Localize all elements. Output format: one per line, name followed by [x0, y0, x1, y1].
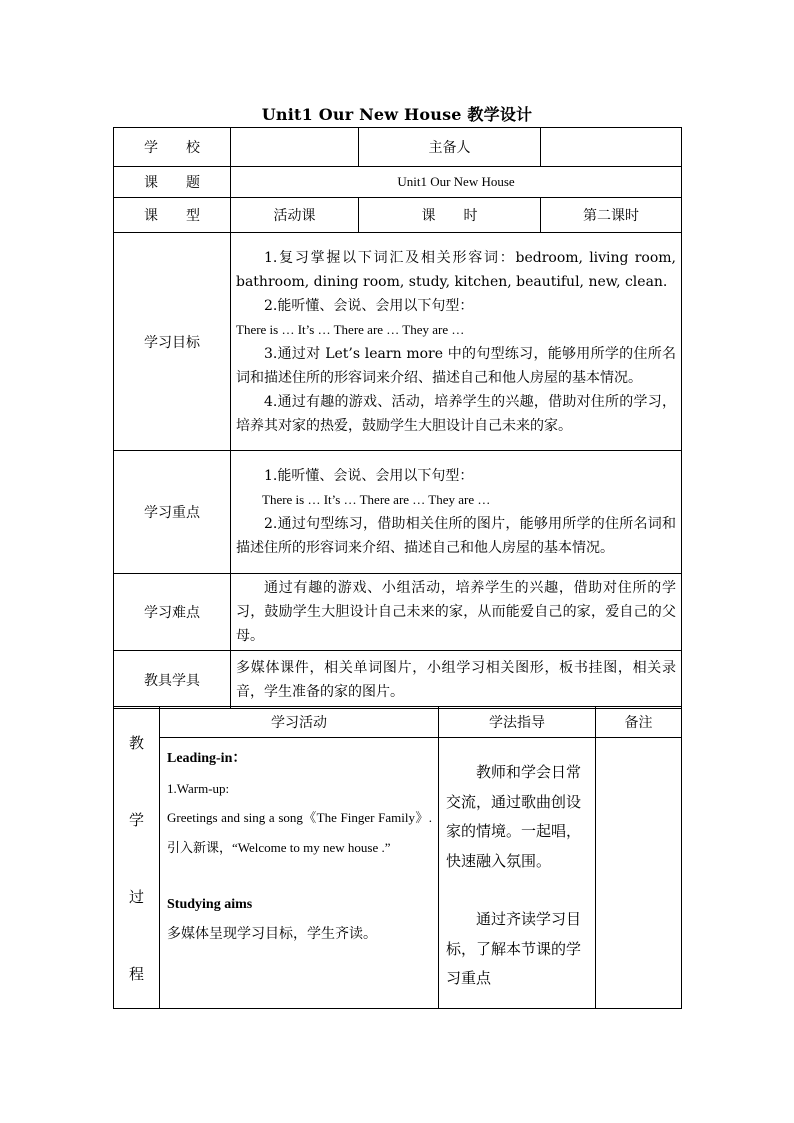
key-points-label: 学习重点 — [114, 451, 231, 574]
aims-text: 多媒体呈现学习目标，学生齐读。 — [167, 925, 377, 942]
period-value: 第二课时 — [541, 198, 682, 233]
key-point-2: 2.通过句型练习，借助相关住所的图片，能够用所学的住所名词和描述住所的形容词来介绍、描述自己和他人房屋的基本情况。 — [236, 516, 676, 556]
objective-1: 1.复习掌握以下词汇及相关形容词：bedroom, living room, bathroom, dining room, study, kitchen, beautiful, new, clean. — [236, 249, 676, 290]
topic-label: 课 题 — [114, 167, 231, 198]
lesson-info-table — [113, 127, 682, 709]
guide-cell — [439, 738, 596, 1009]
objective-4: 4.通过有趣的游戏、活动，培养学生的兴趣，借助对住所的学习，培养其对家的热爱，鼓励学生大胆设计自己未来的家。 — [236, 393, 676, 434]
difficulties-content — [231, 574, 682, 651]
note-cell — [596, 738, 682, 1009]
leading-in-heading: Leading-in： — [167, 751, 247, 766]
warmup-heading: 1.Warm-up: — [167, 780, 230, 796]
materials-text: 多媒体课件，相关单词图片，小组学习相关图形，板书挂图，相关录音，学生准备的家的图片。 — [236, 659, 676, 700]
side-char-3: 过 — [128, 887, 144, 906]
guide-text-1: 教师和学会日常交流，通过歌曲创设家的情境。一起唱，快速融入氛围。 — [446, 763, 582, 870]
col-note-header: 备注 — [596, 707, 682, 738]
difficulties-label: 学习难点 — [114, 574, 231, 651]
topic-value: Unit1 Our New House — [231, 167, 682, 198]
difficulty-1: 通过有趣的游戏、小组活动，培养学生的兴趣，借助对住所的学习，鼓励学生大胆设计自己未来的家，从而能爱自己的家，爱自己的父母。 — [236, 580, 676, 644]
process-side-label — [114, 707, 160, 1009]
key-point-1-patterns: There is … It’s … There are … They are … — [262, 492, 491, 507]
preparer-value — [541, 128, 682, 167]
col-activity-header: 学习活动 — [160, 707, 439, 738]
preparer-label: 主备人 — [359, 128, 541, 167]
page-title: Unit1 Our New House 教学设计 — [261, 105, 533, 124]
col-guide-header: 学法指导 — [439, 707, 596, 738]
key-points-content — [231, 451, 682, 574]
objective-2: 2.能听懂、会说、会用以下句型： — [264, 297, 474, 314]
guide-text-2: 通过齐读学习目标，了解本节课的学习重点 — [446, 910, 582, 987]
materials-label: 教具学具 — [114, 651, 231, 709]
materials-content — [231, 651, 682, 709]
objectives-content — [231, 233, 682, 451]
warmup-text: Greetings and sing a song《The Finger Family》.引入新课，“Welcome to my new house .” — [167, 810, 432, 855]
school-value — [231, 128, 359, 167]
activity-cell — [160, 738, 439, 1009]
school-label: 学 校 — [114, 128, 231, 167]
studying-aims-heading: Studying aims — [167, 897, 253, 912]
process-table — [113, 706, 682, 1009]
objective-3: 3.通过对 Let’s learn more 中的句型练习，能够用所学的住所名词和描述住所的形容词来介绍、描述自己和他人房屋的基本情况。 — [236, 345, 676, 386]
side-char-1: 教 — [128, 733, 144, 752]
key-point-1: 1.能听懂、会说、会用以下句型： — [264, 468, 474, 484]
side-char-2: 学 — [128, 810, 144, 829]
objective-2-patterns: There is … It’s … There are … They are … — [236, 321, 465, 337]
objectives-label: 学习目标 — [114, 233, 231, 451]
type-label: 课 型 — [114, 198, 231, 233]
period-label: 课 时 — [359, 198, 541, 233]
type-value: 活动课 — [231, 198, 359, 233]
side-char-4: 程 — [128, 964, 144, 983]
